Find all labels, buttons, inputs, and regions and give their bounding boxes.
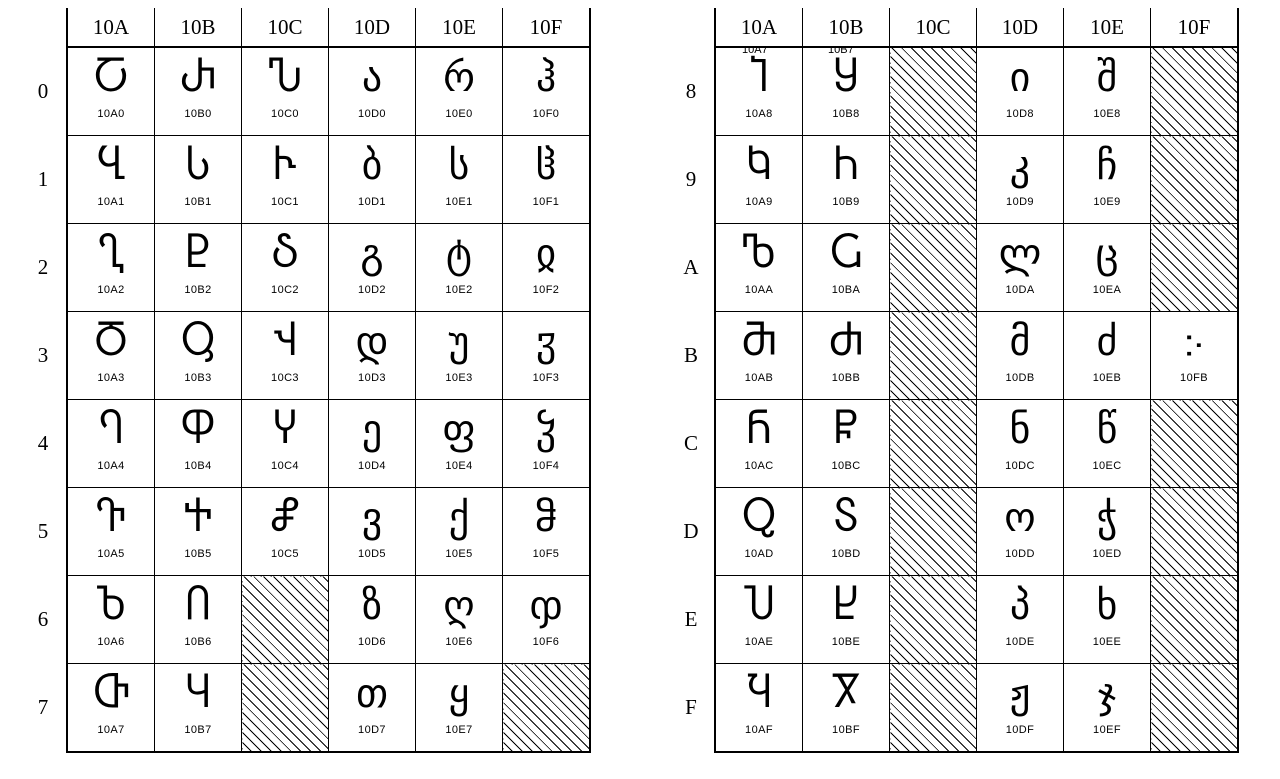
code-cell-10EE[interactable] <box>1064 576 1151 664</box>
code-point-label: 10BD <box>831 548 861 560</box>
glyph: ე <box>361 407 383 453</box>
glyph: Ⴃ <box>94 319 128 365</box>
code-point-label: 10EF <box>1093 724 1121 736</box>
code-cell-10A6[interactable] <box>67 576 155 664</box>
row-label-A: A <box>668 224 715 312</box>
column-header-10B: 10B <box>155 8 242 47</box>
glyph: რ <box>443 55 475 101</box>
row-label-5: 5 <box>20 488 67 576</box>
code-cell-10F6[interactable] <box>503 576 591 664</box>
code-cell-empty <box>890 664 977 753</box>
code-point-label: 10E9 <box>1093 196 1121 208</box>
code-cell-empty <box>503 664 591 753</box>
code-point-label: 10F5 <box>532 548 560 560</box>
code-cell-10E3[interactable] <box>416 312 503 400</box>
code-point-label: 10DE <box>1005 636 1035 648</box>
glyph: ჩ <box>1096 143 1118 189</box>
glyph: ლ <box>998 231 1042 277</box>
code-point-label: 10C3 <box>271 372 299 384</box>
code-cell-10BF[interactable] <box>803 664 890 753</box>
code-cell-10D5[interactable] <box>329 488 416 576</box>
code-cell-10AF[interactable] <box>715 664 803 753</box>
glyph: Ⴇ <box>92 671 130 717</box>
code-cell-10E5[interactable] <box>416 488 503 576</box>
column-header-10E: 10E <box>416 8 503 47</box>
code-point-label: 10BF <box>832 724 860 736</box>
code-cell-10C5[interactable] <box>242 488 329 576</box>
glyph: ბ <box>361 143 383 189</box>
code-cell-10C4[interactable] <box>242 400 329 488</box>
glyph: Ⴚ <box>829 231 863 277</box>
code-cell-empty <box>890 47 977 136</box>
glyph: Ⴥ <box>270 495 300 541</box>
code-cell-10D0[interactable] <box>329 47 416 136</box>
code-point-label: 10AB <box>744 372 774 384</box>
glyph: Ⴖ <box>185 583 211 629</box>
code-point-label: 10EB <box>1092 372 1122 384</box>
glyph: ყ <box>448 671 470 717</box>
code-cell-empty <box>890 136 977 224</box>
code-cell-empty <box>1151 47 1239 136</box>
code-cell-10BD[interactable] <box>803 488 890 576</box>
code-point-label: 10E6 <box>445 636 473 648</box>
code-point-label: 10BC <box>831 460 861 472</box>
code-cell-empty <box>1151 576 1239 664</box>
code-cell-10AB[interactable] <box>715 312 803 400</box>
chart-corner <box>668 8 715 47</box>
glyph: Ⴕ <box>183 495 213 541</box>
glyph: Ⴤ <box>273 407 297 453</box>
glyph: Ⴎ <box>743 583 775 629</box>
code-cell-10BA[interactable] <box>803 224 890 312</box>
code-cell-10FB[interactable] <box>1151 312 1239 400</box>
glyph: ი <box>1009 55 1031 101</box>
row-label-F: F <box>668 664 715 753</box>
code-cell-10C0[interactable] <box>242 47 329 136</box>
code-cell-10DE[interactable] <box>977 576 1064 664</box>
glyph: ს <box>448 143 470 189</box>
row-label-C: C <box>668 400 715 488</box>
glyph: Ⴟ <box>831 671 861 717</box>
code-cell-empty <box>890 224 977 312</box>
glyph: ჱ <box>535 143 557 189</box>
glyph: Ⴗ <box>185 671 211 717</box>
glyph: Ⴊ <box>742 231 776 277</box>
code-point-label: 10BA <box>831 284 861 296</box>
glyph: Ⴠ <box>268 55 302 101</box>
code-point-label: 10DD <box>1005 548 1035 560</box>
glyph: მ <box>1009 319 1031 365</box>
code-point-label: 10F0 <box>532 108 560 120</box>
code-cell-10D2[interactable] <box>329 224 416 312</box>
code-cell-10DA[interactable] <box>977 224 1064 312</box>
code-cell-10AA[interactable] <box>715 224 803 312</box>
glyph: დ <box>355 319 389 365</box>
row-label-3: 3 <box>20 312 67 400</box>
row-label-D: D <box>668 488 715 576</box>
code-cell-10D7[interactable] <box>329 664 416 753</box>
code-point-label: 10EE <box>1092 636 1122 648</box>
code-cell-empty <box>242 664 329 753</box>
code-point-label: 10E5 <box>445 548 473 560</box>
column-header-10F: 10F <box>503 8 591 47</box>
code-point-label: 10FB <box>1180 372 1208 384</box>
code-point-label: 10E1 <box>445 196 473 208</box>
code-cell-10DD[interactable] <box>977 488 1064 576</box>
code-cell-10E4[interactable] <box>416 400 503 488</box>
code-point-label: 10B8 <box>832 108 860 120</box>
glyph: წ <box>1096 407 1118 453</box>
code-point-label: 10B4 <box>184 460 212 472</box>
code-cell-10B5[interactable] <box>155 488 242 576</box>
code-cell-10F2[interactable] <box>503 224 591 312</box>
code-cell-10AE[interactable] <box>715 576 803 664</box>
code-point-label: 10AF <box>745 724 773 736</box>
code-point-label: 10D1 <box>358 196 386 208</box>
glyph: ო <box>1004 495 1036 541</box>
glyph: Ⴢ <box>271 231 299 277</box>
code-point-label: 10A0 <box>97 108 125 120</box>
glyph: ა <box>361 55 383 101</box>
code-point-label: 10D9 <box>1006 196 1034 208</box>
code-cell-10A3[interactable] <box>67 312 155 400</box>
glyph: Ⴄ <box>98 407 124 453</box>
code-point-label: 10D7 <box>358 724 386 736</box>
glyph: Ⴌ <box>746 407 772 453</box>
code-cell-empty <box>242 576 329 664</box>
code-point-label: 10AA <box>744 284 774 296</box>
code-point-label: 10A9 <box>745 196 773 208</box>
code-cell-10E2[interactable] <box>416 224 503 312</box>
glyph: ვ <box>361 495 383 541</box>
glyph: Ⴡ <box>273 143 297 189</box>
code-cell-10E6[interactable] <box>416 576 503 664</box>
glyph: Ⴜ <box>833 407 859 453</box>
code-cell-empty <box>890 400 977 488</box>
code-chart-right-table <box>668 8 1239 753</box>
code-cell-10E0[interactable] <box>416 47 503 136</box>
code-point-label: 10E3 <box>445 372 473 384</box>
code-point-label: 10F6 <box>532 636 560 648</box>
code-point-label: 10A6 <box>97 636 125 648</box>
glyph: ქ <box>448 495 470 541</box>
column-header-10F: 10F <box>1151 8 1239 47</box>
code-cell-10A2[interactable] <box>67 224 155 312</box>
glyph: Ⴅ <box>95 495 127 541</box>
code-cell-10A7[interactable] <box>67 664 155 753</box>
code-cell-10A0[interactable] <box>67 47 155 136</box>
code-cell-10D8[interactable] <box>977 47 1064 136</box>
code-cell-10DF[interactable] <box>977 664 1064 753</box>
glyph: ჻ <box>1185 319 1203 365</box>
glyph: Ⴞ <box>833 583 859 629</box>
code-point-label: 10F4 <box>532 460 560 472</box>
code-cell-empty <box>1151 400 1239 488</box>
code-cell-10B8[interactable] <box>803 47 890 136</box>
code-cell-10AC[interactable] <box>715 400 803 488</box>
glyph: Ⴝ <box>833 495 859 541</box>
code-cell-10B6[interactable] <box>155 576 242 664</box>
column-header-10A: 10A <box>715 8 803 47</box>
code-point-label: 10B5 <box>184 548 212 560</box>
code-cell-10E9[interactable] <box>1064 136 1151 224</box>
code-chart-left-table <box>20 8 591 753</box>
code-point-label: 10D5 <box>358 548 386 560</box>
glyph: Ⴣ <box>273 319 297 365</box>
glyph: Ⴒ <box>185 231 211 277</box>
row-label-7: 7 <box>20 664 67 753</box>
code-point-label: 10C0 <box>271 108 299 120</box>
code-chart-left <box>20 8 591 753</box>
glyph: Ⴈ <box>749 55 769 101</box>
code-point-label: 10DF <box>1005 724 1035 736</box>
code-point-label: 10DA <box>1005 284 1035 296</box>
code-point-label: 10AC <box>744 460 774 472</box>
glyph: ნ <box>1009 407 1031 453</box>
code-point-label: 10EA <box>1092 284 1122 296</box>
code-cell-10C2[interactable] <box>242 224 329 312</box>
row-label-2: 2 <box>20 224 67 312</box>
glyph: Ⴉ <box>746 143 772 189</box>
code-point-label: 10AD <box>744 548 774 560</box>
column-header-10D: 10D <box>329 8 416 47</box>
code-cell-10EA[interactable] <box>1064 224 1151 312</box>
glyph: Ⴋ <box>741 319 777 365</box>
glyph: Ⴘ <box>833 55 859 101</box>
code-cell-10AD[interactable] <box>715 488 803 576</box>
code-point-label: 10DB <box>1005 372 1035 384</box>
code-point-label: 10EC <box>1092 460 1122 472</box>
code-cell-10F5[interactable] <box>503 488 591 576</box>
glyph: ზ <box>361 583 383 629</box>
code-point-label: 10D6 <box>358 636 386 648</box>
row-label-0: 0 <box>20 47 67 136</box>
code-point-label: 10E8 <box>1093 108 1121 120</box>
glyph: Ⴓ <box>180 319 216 365</box>
code-cell-10E7[interactable] <box>416 664 503 753</box>
code-cell-10F0[interactable] <box>503 47 591 136</box>
code-cell-10E1[interactable] <box>416 136 503 224</box>
code-cell-10D3[interactable] <box>329 312 416 400</box>
glyph: პ <box>1009 583 1031 629</box>
row-label-4: 4 <box>20 400 67 488</box>
code-cell-10BC[interactable] <box>803 400 890 488</box>
code-cell-10E8[interactable] <box>1064 47 1151 136</box>
code-point-label: 10E2 <box>445 284 473 296</box>
row-label-B: B <box>668 312 715 400</box>
glyph: ჯ <box>1097 671 1117 717</box>
glyph: ჲ <box>535 231 557 277</box>
code-cell-10A4[interactable] <box>67 400 155 488</box>
code-cell-empty <box>1151 664 1239 753</box>
glyph: Ⴀ <box>93 55 129 101</box>
glyph: Ⴍ <box>741 495 777 541</box>
glyph: Ⴑ <box>185 143 211 189</box>
code-cell-10A5[interactable] <box>67 488 155 576</box>
code-cell-10B2[interactable] <box>155 224 242 312</box>
code-cell-10DC[interactable] <box>977 400 1064 488</box>
glyph: Ⴏ <box>746 671 772 717</box>
column-header-10E: 10E <box>1064 8 1151 47</box>
row-label-1: 1 <box>20 136 67 224</box>
code-point-label: 10E0 <box>445 108 473 120</box>
glyph: გ <box>360 231 384 277</box>
code-point-label: 10B1 <box>184 196 212 208</box>
code-cell-10B4[interactable] <box>155 400 242 488</box>
code-cell-empty <box>1151 224 1239 312</box>
code-cell-10BE[interactable] <box>803 576 890 664</box>
code-cell-10F4[interactable] <box>503 400 591 488</box>
code-cell-empty <box>890 576 977 664</box>
glyph: ჟ <box>1009 671 1031 717</box>
code-cell-10D6[interactable] <box>329 576 416 664</box>
glyph: ძ <box>1096 319 1118 365</box>
code-point-label: 10B6 <box>184 636 212 648</box>
row-label-9: 9 <box>668 136 715 224</box>
code-cell-10B9[interactable] <box>803 136 890 224</box>
code-cell-10ED[interactable] <box>1064 488 1151 576</box>
code-point-label: 10A4 <box>97 460 125 472</box>
code-point-label: 10A7 <box>97 724 125 736</box>
glyph: ც <box>1095 231 1119 277</box>
code-cell-10D9[interactable] <box>977 136 1064 224</box>
glyph: Ⴐ <box>179 55 217 101</box>
code-point-label: 10E4 <box>445 460 473 472</box>
row-label-E: E <box>668 576 715 664</box>
code-cell-10B0[interactable] <box>155 47 242 136</box>
code-point-label: 10D8 <box>1006 108 1034 120</box>
code-cell-10D1[interactable] <box>329 136 416 224</box>
clipped-code-10A7: 10A7 <box>742 46 768 56</box>
glyph: Ⴁ <box>96 143 126 189</box>
code-point-label: 10E7 <box>445 724 473 736</box>
code-point-label: 10AE <box>744 636 774 648</box>
code-point-label: 10D0 <box>358 108 386 120</box>
code-point-label: 10B0 <box>184 108 212 120</box>
glyph: ჵ <box>534 495 558 541</box>
code-point-label: 10A2 <box>97 284 125 296</box>
code-cell-10EC[interactable] <box>1064 400 1151 488</box>
clipped-code-10B7: 10B7 <box>828 46 854 56</box>
glyph: Ⴛ <box>828 319 864 365</box>
code-point-label: 10BB <box>831 372 861 384</box>
code-cell-10B7[interactable] <box>155 664 242 753</box>
glyph: ღ <box>443 583 475 629</box>
glyph: Ⴔ <box>180 407 216 453</box>
column-header-10D: 10D <box>977 8 1064 47</box>
code-point-label: 10A5 <box>97 548 125 560</box>
code-point-label: 10F1 <box>532 196 560 208</box>
glyph: Ⴆ <box>95 583 127 629</box>
code-cell-10A9[interactable] <box>715 136 803 224</box>
code-chart-right <box>668 8 1239 753</box>
row-label-8: 8 <box>668 47 715 136</box>
glyph: თ <box>355 671 389 717</box>
code-cell-empty <box>1151 488 1239 576</box>
code-point-label: 10A1 <box>97 196 125 208</box>
code-point-label: 10C4 <box>271 460 299 472</box>
glyph: უ <box>448 319 470 365</box>
code-point-label: 10C2 <box>271 284 299 296</box>
code-point-label: 10C5 <box>271 548 299 560</box>
column-header-10B: 10B <box>803 8 890 47</box>
code-cell-10F1[interactable] <box>503 136 591 224</box>
code-cell-10B3[interactable] <box>155 312 242 400</box>
chart-corner <box>20 8 67 47</box>
code-cell-10DB[interactable] <box>977 312 1064 400</box>
glyph: Ⴙ <box>833 143 859 189</box>
code-cell-empty <box>890 488 977 576</box>
glyph: Ⴂ <box>97 231 125 277</box>
code-point-label: 10F2 <box>532 284 560 296</box>
glyph: კ <box>1009 143 1031 189</box>
code-point-label: 10D4 <box>358 460 386 472</box>
code-point-label: 10D3 <box>358 372 386 384</box>
code-point-label: 10B7 <box>184 724 212 736</box>
code-point-label: 10A8 <box>745 108 773 120</box>
glyph: ჶ <box>529 583 563 629</box>
glyph: ჳ <box>535 319 557 365</box>
glyph: ჭ <box>1096 495 1118 541</box>
code-cell-10F3[interactable] <box>503 312 591 400</box>
glyph: ფ <box>442 407 476 453</box>
code-point-label: 10DC <box>1005 460 1035 472</box>
code-point-label: 10C1 <box>271 196 299 208</box>
glyph: ტ <box>445 231 473 277</box>
row-label-6: 6 <box>20 576 67 664</box>
code-point-label: 10B2 <box>184 284 212 296</box>
code-point-label: 10D2 <box>358 284 386 296</box>
code-point-label: 10B9 <box>832 196 860 208</box>
code-cell-empty <box>1151 136 1239 224</box>
glyph: ჰ <box>535 55 557 101</box>
code-cell-10BB[interactable] <box>803 312 890 400</box>
glyph: შ <box>1096 55 1118 101</box>
column-header-10C: 10C <box>890 8 977 47</box>
column-header-10C: 10C <box>242 8 329 47</box>
code-cell-10D4[interactable] <box>329 400 416 488</box>
glyph: ჴ <box>535 407 557 453</box>
code-point-label: 10F3 <box>532 372 560 384</box>
code-cell-10EB[interactable] <box>1064 312 1151 400</box>
code-point-label: 10B3 <box>184 372 212 384</box>
glyph: ხ <box>1096 583 1118 629</box>
code-cell-10C1[interactable] <box>242 136 329 224</box>
code-cell-empty <box>890 312 977 400</box>
code-cell-10A1[interactable] <box>67 136 155 224</box>
code-cell-10C3[interactable] <box>242 312 329 400</box>
code-point-label: 10BE <box>831 636 861 648</box>
column-header-10A: 10A <box>67 8 155 47</box>
code-cell-10EF[interactable] <box>1064 664 1151 753</box>
code-cell-10A8[interactable] <box>715 47 803 136</box>
code-point-label: 10ED <box>1092 548 1122 560</box>
code-point-label: 10A3 <box>97 372 125 384</box>
code-cell-10B1[interactable] <box>155 136 242 224</box>
